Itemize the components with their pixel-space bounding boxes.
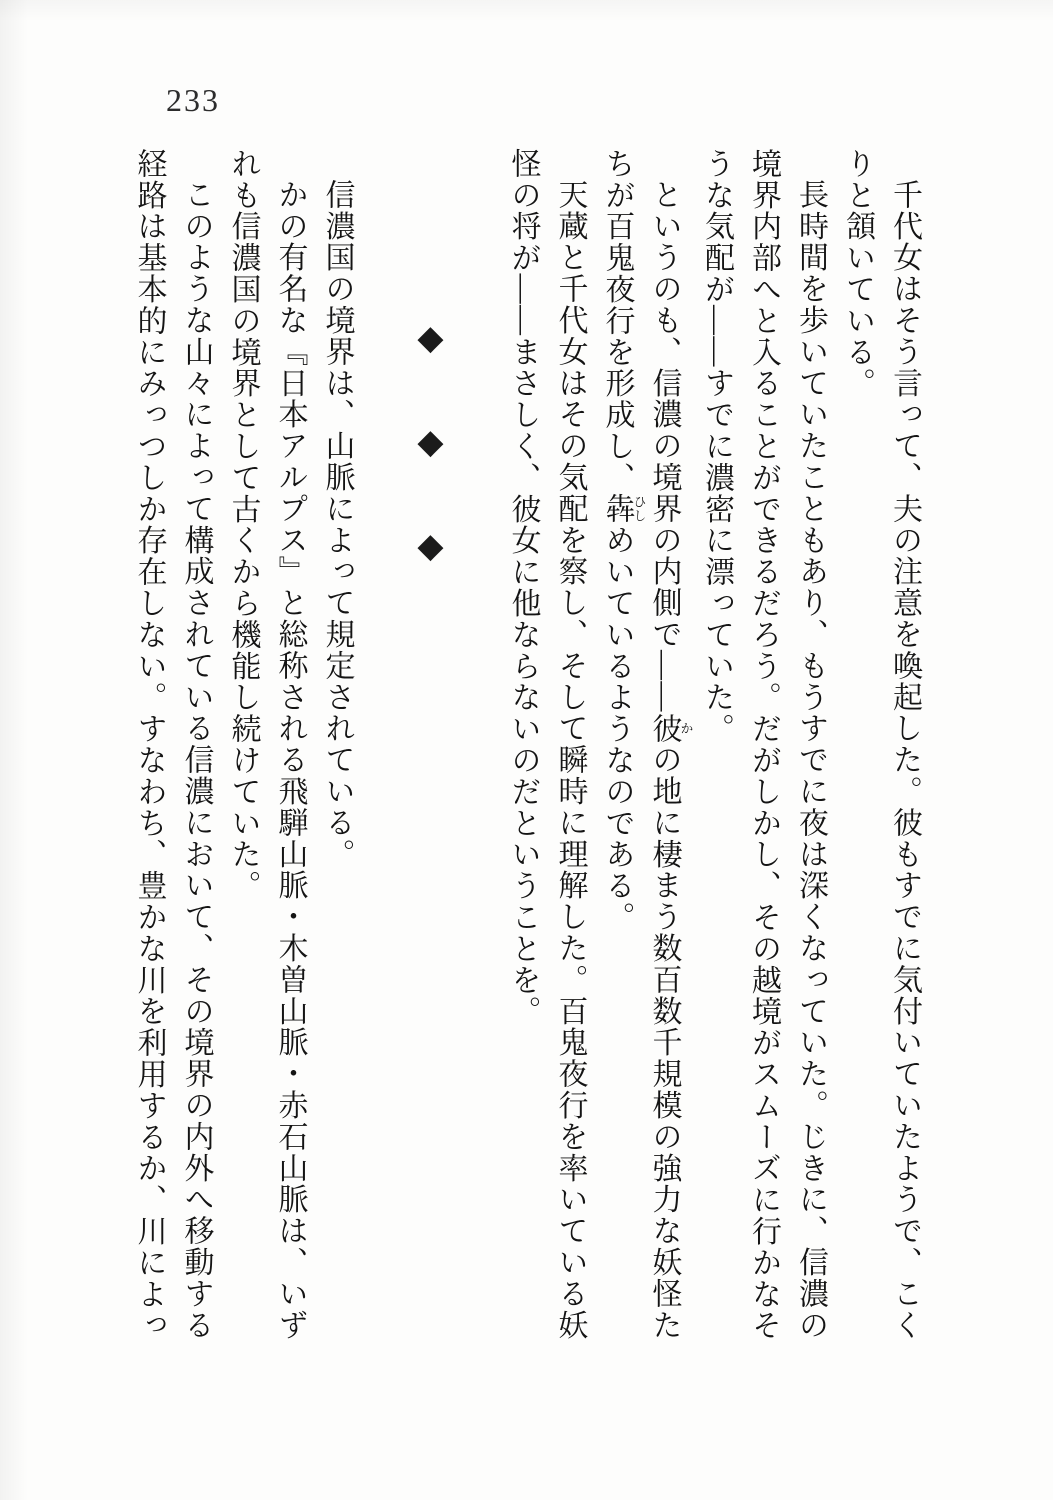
furigana: か: [678, 712, 694, 745]
furigana: ひし: [631, 493, 647, 525]
paragraph: このような山々によって構成されている信濃において、その境界の内外へ移動する経路は基本的にみっつしか存在しない。すなわち、豊かな川を利用するか、川によっ: [132, 148, 213, 1342]
page-number: 233: [166, 82, 220, 118]
text-block: [126, 148, 929, 1348]
paragraph: 千代女はそう言って、夫の注意を喚起した。彼もすでに気付いていたようで、こくりと頷いている。: [841, 148, 921, 1341]
paragraph: 天蔵と千代女はその気配を察し、そして瞬時に理解した。百鬼夜行を率いている妖怪の将が——まさしく、彼女に他ならないのだということを。: [506, 148, 587, 1341]
paragraph: というのも、信濃の境界の内側で——彼かの地に棲まう数百数千規模の強力な妖怪たちが百鬼夜行を形成し、犇ひしめいているようなのである。: [600, 148, 694, 1341]
paragraph: 信濃国の境界は、山脈によって規定されている。: [320, 179, 354, 870]
paragraph: 長時間を歩いていたこともあり、もうすでに夜は深くなっていた。じきに、信濃の境界内部へと入ることができるだろう。だがしかし、その越境がスムーズに行かなそうな気配が——すでに濃密に漂っていた。: [700, 148, 827, 1342]
ruby-annotated-word: 犇ひし: [600, 493, 647, 525]
section-divider: ◆◆◆: [411, 318, 449, 630]
paragraph: かの有名な『日本アルプス』と総称される飛騨山脈・木曽山脈・赤石山脈は、いずれも信濃国の境界として古くから機能し続けていた。: [226, 148, 307, 1341]
ruby-annotated-word: 彼か: [647, 712, 694, 745]
